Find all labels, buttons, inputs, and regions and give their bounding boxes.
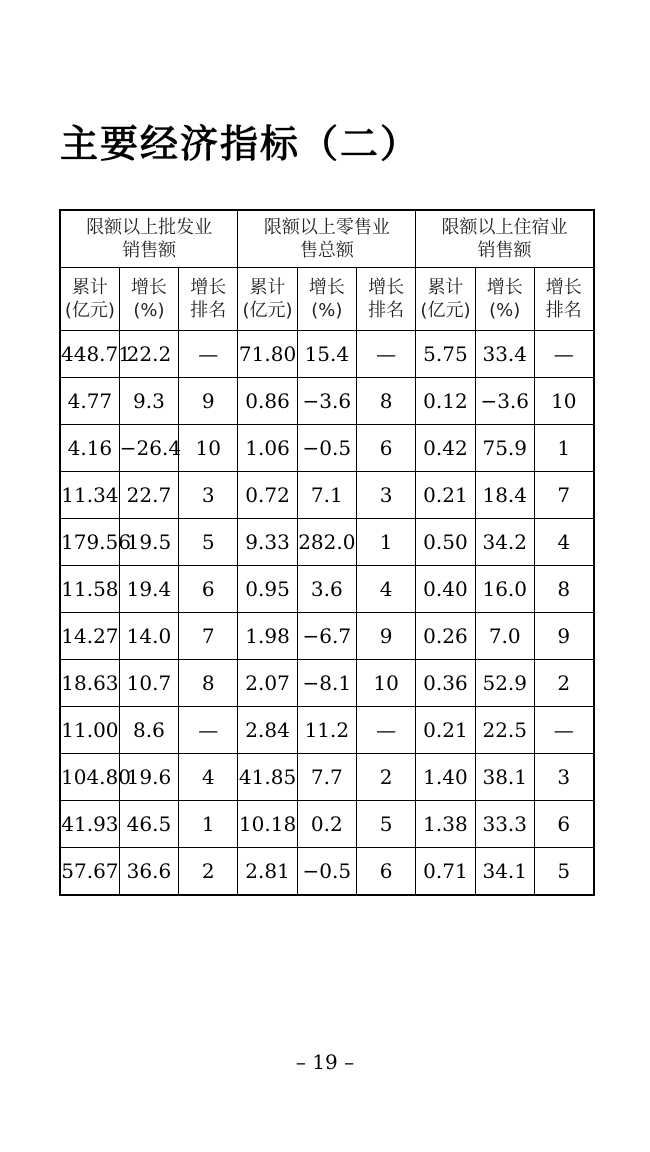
table-cell: 0.21 [416, 707, 475, 754]
table-cell: 75.9 [475, 425, 534, 472]
table-cell: 2 [534, 660, 593, 707]
table-cell: 22.2 [119, 331, 178, 378]
sub-header-cumulative [60, 268, 119, 331]
table-cell: 3 [534, 754, 593, 801]
table-cell: — [534, 331, 593, 378]
table-cell: 1.98 [238, 613, 297, 660]
sub-header-line: 增长 [130, 277, 167, 298]
table-cell: 0.36 [416, 660, 475, 707]
table-cell: 3 [356, 472, 415, 519]
economic-indicators-table [59, 209, 595, 896]
group-header-row [60, 210, 594, 268]
table-cell: 8 [534, 566, 593, 613]
table-cell: 0.21 [416, 472, 475, 519]
table-cell: 36.6 [119, 848, 178, 896]
table-cell: 0.42 [416, 425, 475, 472]
table-cell: 1.40 [416, 754, 475, 801]
table-cell: 10 [179, 425, 238, 472]
table-cell: 4.77 [60, 378, 119, 425]
table-cell: 0.26 [416, 613, 475, 660]
group-header-line: 销售额 [477, 240, 532, 261]
sub-header-line: 增长 [308, 277, 345, 298]
table-cell: 9 [179, 378, 238, 425]
table-row [60, 613, 594, 660]
table-cell: 11.58 [60, 566, 119, 613]
table-cell: 41.85 [238, 754, 297, 801]
table-cell: 14.0 [119, 613, 178, 660]
sub-header-line: 排名 [545, 300, 582, 321]
table-cell: 5.75 [416, 331, 475, 378]
table-cell: 33.3 [475, 801, 534, 848]
table-cell: 57.67 [60, 848, 119, 896]
table-cell: 14.27 [60, 613, 119, 660]
sub-header-line: 排名 [368, 300, 405, 321]
table-cell: 22.5 [475, 707, 534, 754]
group-header-line: 限额以上零售业 [263, 217, 390, 238]
table-cell: 10 [534, 378, 593, 425]
table-body [60, 331, 594, 896]
sub-header-rank [534, 268, 593, 331]
table-cell: 1 [534, 425, 593, 472]
sub-header-line: (亿元) [64, 300, 115, 321]
page-number: – 19 – [295, 1050, 355, 1074]
table-cell: 0.50 [416, 519, 475, 566]
table-cell: 4 [534, 519, 593, 566]
table-cell: — [179, 707, 238, 754]
table-cell: 7.1 [297, 472, 356, 519]
sub-header-line: 排名 [190, 300, 227, 321]
table-cell: 18.4 [475, 472, 534, 519]
table-cell: 41.93 [60, 801, 119, 848]
table-cell: 33.4 [475, 331, 534, 378]
sub-header-line: 增长 [368, 277, 405, 298]
table-cell: 19.5 [119, 519, 178, 566]
sub-header-line: 累计 [71, 277, 108, 298]
table-cell: 71.80 [238, 331, 297, 378]
table-row [60, 566, 594, 613]
table-cell: 2.81 [238, 848, 297, 896]
table-cell: 9.3 [119, 378, 178, 425]
table-cell: −6.7 [297, 613, 356, 660]
page-title: 主要经济指标（二） [60, 122, 421, 166]
table-row [60, 707, 594, 754]
table-cell: −0.5 [297, 848, 356, 896]
table-cell: 282.0 [297, 519, 356, 566]
sub-header-row [60, 268, 594, 331]
group-header-line: 限额以上批发业 [86, 217, 213, 238]
sub-header-rank [179, 268, 238, 331]
sub-header-line: (亿元) [420, 300, 471, 321]
table-cell: 19.6 [119, 754, 178, 801]
table-cell: 4 [356, 566, 415, 613]
sub-header-growth [297, 268, 356, 331]
table-cell: 16.0 [475, 566, 534, 613]
table-cell: 8 [179, 660, 238, 707]
sub-header-line: 增长 [486, 277, 523, 298]
table-cell: −3.6 [475, 378, 534, 425]
table-cell: −3.6 [297, 378, 356, 425]
table-row [60, 425, 594, 472]
table-cell: 179.56 [60, 519, 119, 566]
table-cell: 9 [534, 613, 593, 660]
table-cell: 11.2 [297, 707, 356, 754]
table-cell: 10.18 [238, 801, 297, 848]
table-cell: — [179, 331, 238, 378]
table-cell: 0.12 [416, 378, 475, 425]
table-cell: 9.33 [238, 519, 297, 566]
table-cell: −0.5 [297, 425, 356, 472]
sub-header-rank [356, 268, 415, 331]
table-cell: −8.1 [297, 660, 356, 707]
group-header-wholesale [60, 210, 238, 268]
table-cell: 1.38 [416, 801, 475, 848]
table-cell: 0.72 [238, 472, 297, 519]
table-cell: 7 [534, 472, 593, 519]
table-cell: 5 [534, 848, 593, 896]
table-cell: 0.2 [297, 801, 356, 848]
table-cell: 8.6 [119, 707, 178, 754]
table-row [60, 331, 594, 378]
group-header-retail [238, 210, 416, 268]
table-cell: 0.40 [416, 566, 475, 613]
table-cell: — [356, 707, 415, 754]
table-row [60, 519, 594, 566]
sub-header-line: (%) [311, 300, 343, 321]
table-cell: 2.84 [238, 707, 297, 754]
table-cell: 19.4 [119, 566, 178, 613]
table-cell: 3 [179, 472, 238, 519]
table-cell: 0.71 [416, 848, 475, 896]
sub-header-cumulative [238, 268, 297, 331]
sub-header-line: (%) [489, 300, 521, 321]
table-cell: 448.71 [60, 331, 119, 378]
sub-header-line: (%) [133, 300, 165, 321]
table-cell: 6 [356, 848, 415, 896]
table-cell: 104.80 [60, 754, 119, 801]
table-cell: 10.7 [119, 660, 178, 707]
table-row [60, 472, 594, 519]
table-cell: 18.63 [60, 660, 119, 707]
table-cell: 9 [356, 613, 415, 660]
table-cell: 1 [179, 801, 238, 848]
table-cell: — [356, 331, 415, 378]
sub-header-line: (亿元) [242, 300, 293, 321]
table-cell: 7 [179, 613, 238, 660]
sub-header-line: 增长 [545, 277, 582, 298]
sub-header-cumulative [416, 268, 475, 331]
sub-header-line: 增长 [190, 277, 227, 298]
sub-header-growth [475, 268, 534, 331]
table-cell: 7.0 [475, 613, 534, 660]
table-cell: 11.00 [60, 707, 119, 754]
table-cell: 1 [356, 519, 415, 566]
table-cell: 2 [179, 848, 238, 896]
table-cell: 5 [356, 801, 415, 848]
table-cell: 2.07 [238, 660, 297, 707]
table-row [60, 848, 594, 896]
group-header-line: 销售额 [122, 240, 177, 261]
table-cell: 15.4 [297, 331, 356, 378]
table-cell: 34.1 [475, 848, 534, 896]
table-cell: 4 [179, 754, 238, 801]
table-cell: 5 [179, 519, 238, 566]
group-header-line: 售总额 [299, 240, 354, 261]
table-cell: 6 [356, 425, 415, 472]
table-cell: 11.34 [60, 472, 119, 519]
table-cell: 4.16 [60, 425, 119, 472]
table-cell: 22.7 [119, 472, 178, 519]
table-cell: 52.9 [475, 660, 534, 707]
table-cell: 3.6 [297, 566, 356, 613]
table-cell: 2 [356, 754, 415, 801]
table-cell: 8 [356, 378, 415, 425]
table-row [60, 378, 594, 425]
sub-header-growth [119, 268, 178, 331]
table-row [60, 801, 594, 848]
group-header-line: 限额以上住宿业 [441, 217, 568, 238]
table-cell: 6 [534, 801, 593, 848]
sub-header-line: 累计 [249, 277, 286, 298]
table-cell: −26.4 [119, 425, 178, 472]
table-cell: 6 [179, 566, 238, 613]
table-cell: 0.95 [238, 566, 297, 613]
table-row [60, 754, 594, 801]
table-cell: 46.5 [119, 801, 178, 848]
table-cell: 10 [356, 660, 415, 707]
group-header-accommodation [416, 210, 594, 268]
table-cell: — [534, 707, 593, 754]
table-cell: 0.86 [238, 378, 297, 425]
table-cell: 1.06 [238, 425, 297, 472]
table-row [60, 660, 594, 707]
table-cell: 34.2 [475, 519, 534, 566]
table-cell: 38.1 [475, 754, 534, 801]
sub-header-line: 累计 [427, 277, 464, 298]
table-cell: 7.7 [297, 754, 356, 801]
